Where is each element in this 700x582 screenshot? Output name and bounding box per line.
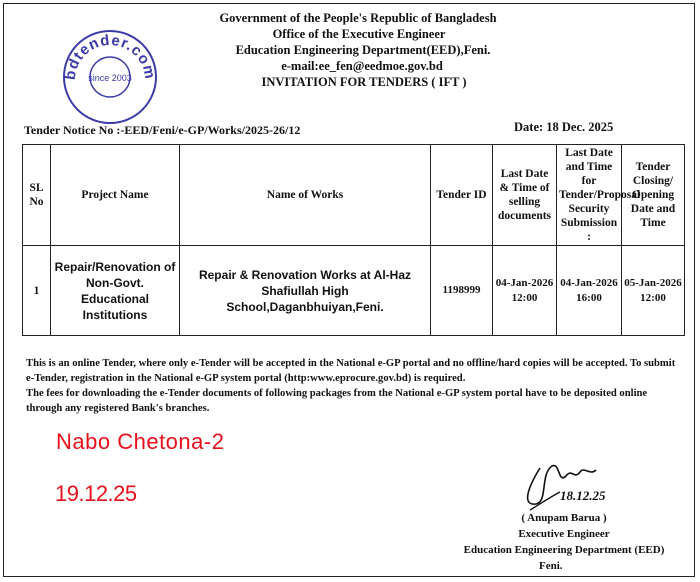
tender-notice-page	[3, 3, 695, 577]
instruction-fees: The fees for downloading the e-Tender documents of following packages from the National e-GP system portal have to be deposited online through any registered Bank's branches.	[26, 388, 648, 414]
bdtender-stamp	[61, 28, 159, 126]
header-office: Office of the Executive Engineer	[272, 27, 446, 41]
selling-time: 12:00	[511, 291, 538, 304]
cell-tender-id: 1198999	[431, 246, 493, 336]
tender-notice-number: Tender Notice No :-EED/Feni/e-GP/Works/2025-26/12	[24, 123, 301, 137]
col-header-sl: SL No	[23, 145, 51, 246]
signatory-name: ( Anupam Barua )	[521, 512, 607, 524]
stamp-top-text: bdtender.com	[61, 31, 159, 82]
cell-works: Repair & Renovation Works at Al-Haz Shafiullah High School,Daganbhuiyan,Feni.	[180, 246, 431, 336]
header-department: Education Engineering Department(EED),Feni.	[235, 43, 491, 57]
cell-closing	[622, 246, 685, 336]
header-title: INVITATION FOR TENDERS ( IFT )	[261, 75, 467, 89]
tender-instructions	[26, 356, 676, 416]
cell-selling	[493, 246, 557, 336]
cell-submission	[557, 246, 622, 336]
closing-date: 05-Jan-2026	[624, 276, 682, 289]
instruction-online: This is an online Tender, where only e-Tender will be accepted in the National e-GP portal and no offline/hard copies will be accepted. To submit e-Tender, registration in the National e-GP system portal (http:www.eprocure.gov.bd) is required.	[26, 358, 676, 384]
header-government: Government of the People's Republic of Bangladesh	[219, 11, 497, 25]
signature-date: 18.12.25	[560, 488, 606, 503]
header-email: e-mail:ee_fen@eedmoe.gov.bd	[281, 59, 443, 73]
selling-date: 04-Jan-2026	[495, 276, 554, 289]
handwritten-date: 19.12.25	[55, 481, 137, 506]
cell-sl: 1	[23, 246, 51, 336]
submission-time: 16:00	[576, 291, 602, 304]
tender-table	[22, 144, 685, 336]
cell-project: Repair/Renovation of Non-Govt. Educational Institutions	[51, 246, 180, 336]
table-row	[23, 246, 685, 336]
submission-date: 04-Jan-2026	[560, 276, 618, 289]
col-header-tender-id: Tender ID	[431, 145, 493, 246]
stamp-center-text: since 2003	[88, 73, 132, 83]
closing-time: 12:00	[640, 291, 666, 304]
signatory-block	[444, 510, 684, 574]
col-header-closing: Tender Closing/ Opening Date and Time	[622, 145, 685, 246]
col-header-selling: Last Date & Time of selling documents	[493, 145, 557, 246]
table-header-row	[23, 145, 685, 246]
handwritten-publication: Nabo Chetona-2	[56, 429, 225, 454]
notice-date: Date: 18 Dec. 2025	[514, 120, 614, 134]
signatory-title: Executive Engineer	[518, 528, 610, 540]
col-header-works: Name of Works	[180, 145, 431, 246]
signatory-department: Education Engineering Department (EED)	[463, 544, 665, 556]
col-header-project: Project Name	[51, 145, 180, 246]
col-header-submission: Last Date and Time for Tender/Proposal Security Submission :	[557, 145, 622, 246]
signature-scribble	[500, 454, 640, 514]
signatory-place: Feni.	[539, 560, 563, 572]
